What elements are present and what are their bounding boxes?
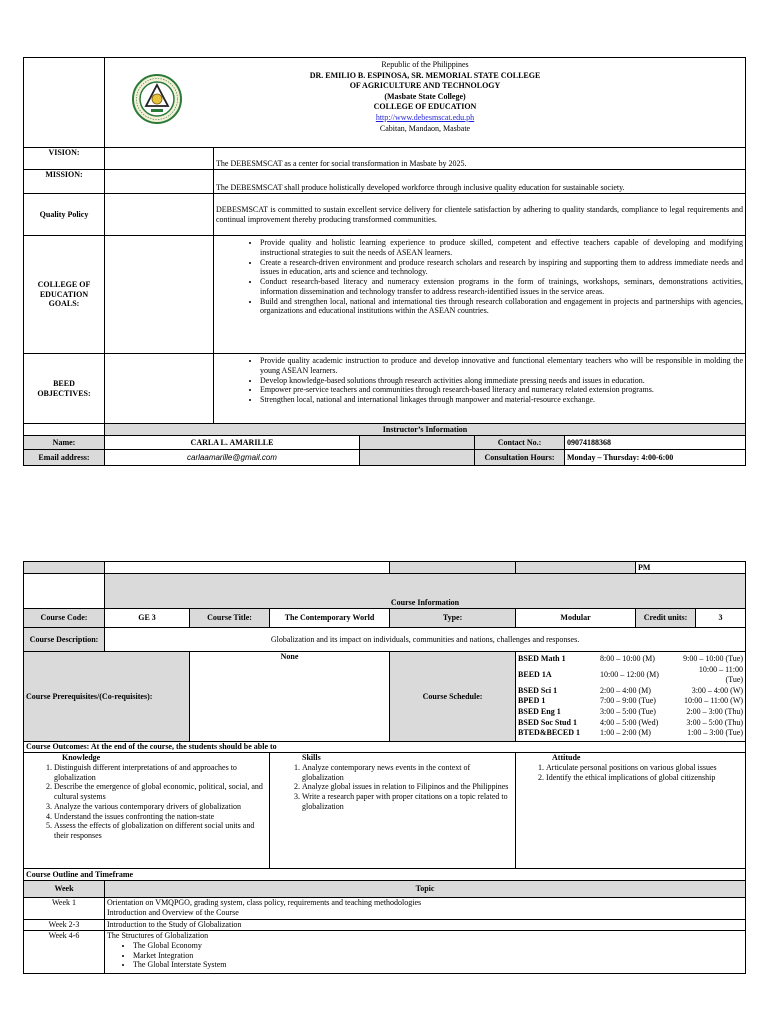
website-link[interactable]: http://www.debesmscat.edu.ph <box>375 112 475 122</box>
schedule-label: Course Schedule: <box>390 652 516 742</box>
schedule-time: 8:00 – 10:00 (M) <box>600 654 655 663</box>
goals-list-cell <box>214 236 746 354</box>
goal-item: • Build and strengthen local, national and international ties through research collaboration and engagement in projects and partnerships with agencies, organizations and educational institutions within the ASEAN countries. <box>260 297 743 317</box>
objectives-spacer <box>105 354 214 424</box>
schedule-row <box>518 686 743 697</box>
objective-item: • Develop knowledge-based solutions through research activities along immediate pressing needs and issues in education. <box>260 376 743 386</box>
schedule-section: BEED 1A <box>518 669 552 679</box>
college-name: DR. EMILIO B. ESPINOSA, SR. MEMORIAL STATE COLLEGE <box>309 70 541 80</box>
schedule-row <box>518 718 743 729</box>
prereq-label: Course Prerequisites/(Co-requisites): <box>24 652 190 742</box>
email-gap <box>360 450 475 466</box>
schedule-section: BTED&BECED 1 <box>518 728 581 738</box>
quality-policy-spacer <box>105 194 214 236</box>
subtopic-item: • Market Integration <box>133 951 743 961</box>
skills-item: 3. Write a research paper with proper citations on a topic related to globalization <box>302 792 513 812</box>
course-description: Globalization and its impact on individuals, communities and nations, challenges and responses. <box>105 628 746 652</box>
objectives-label: BEED OBJECTIVES: <box>24 354 105 424</box>
consultation-hours: Monday – Thursday: 4:00-6:00 <box>565 450 746 466</box>
week-header: Week <box>24 881 105 898</box>
subtopic-item: • The Global Interstate System <box>133 960 743 970</box>
credit-units: 3 <box>696 609 746 628</box>
schedule-row <box>518 696 743 707</box>
contact-number: 09074188368 <box>565 436 746 450</box>
schedule-time: 2:00 – 3:00 (Thu) <box>686 706 744 716</box>
week-cell: Week 4-6 <box>24 931 105 974</box>
attitude-item: 1. Articulate personal positions on various global issues <box>546 763 743 773</box>
top-gray-2 <box>390 562 516 574</box>
objective-item: • Strengthen local, national and international linkages through manpower and material-resource exchange. <box>260 395 743 405</box>
knowledge-item: 5. Assess the effects of globalization on different social units and their responses <box>54 821 267 841</box>
knowledge-item: 3. Analyze the various contemporary drivers of globalization <box>54 802 267 812</box>
schedule-time: 3:00 – 5:00 (Tue) <box>600 706 656 716</box>
email-label: Email address: <box>24 450 105 466</box>
week-cell: Week 2-3 <box>24 920 105 931</box>
schedule-table <box>518 654 743 739</box>
goals-label: COLLEGE OF EDUCATION GOALS: <box>24 236 105 354</box>
schedule-time: 10:00 – 11:00 (W) <box>684 696 744 706</box>
schedule-section: BSED Eng 1 <box>518 706 561 716</box>
contact-label: Contact No.: <box>475 436 565 450</box>
objective-item: • Provide quality academic instruction to produce and develop innovative and functional elementary teachers who will be responsible in molding the young ASEAN learners. <box>260 356 743 376</box>
schedule-time: 2:00 – 4:00 (M) <box>600 685 651 695</box>
schedule-time: 10:00 – 11:00 (Tue) <box>698 664 744 685</box>
quality-policy-text: DEBESMSCAT is committed to sustain excellent service delivery for clientele satisfaction by adhering to quality standards, compliance to legal requirements and continual improvement thereby producing transformed communities. <box>214 194 746 236</box>
header-blank-cell <box>24 58 105 148</box>
credit-label: Credit units: <box>636 609 696 628</box>
skills-label: Skills <box>302 753 321 762</box>
name-gap <box>360 436 475 450</box>
topic-line: The Structures of Globalization <box>107 931 209 940</box>
knowledge-item: 1. Distinguish different interpretations of and approaches to globalization <box>54 763 267 783</box>
quality-policy-label: Quality Policy <box>24 194 105 236</box>
knowledge-label: Knowledge <box>62 753 101 762</box>
top-gray-3 <box>516 562 636 574</box>
course-title: The Contemporary World <box>270 609 390 628</box>
outcomes-title: Course Outcomes: At the end of the course, the students should be able to <box>24 742 746 753</box>
instructor-name: CARLA L. AMARILLE <box>105 436 360 450</box>
top-blank-1 <box>105 562 390 574</box>
college-seal-icon <box>132 74 182 124</box>
instructor-blank <box>24 424 105 436</box>
top-gray-1 <box>24 562 105 574</box>
objective-item: • Empower pre-service teachers and communities through research-based literacy and numeracy related extension programs. <box>260 385 743 395</box>
vision-text: The DEBESMSCAT as a center for social transformation in Masbate by 2025. <box>214 148 746 170</box>
vision-label: VISION: <box>24 148 105 170</box>
goal-item: • Provide quality and holistic learning experience to produce skilled, competent and effective teachers capable of developing and modifying instructional strategies to suit the needs of ASEAN learners. <box>260 238 743 258</box>
attitude-cell <box>516 753 746 869</box>
schedule-time: 9:00 – 10:00 (Tue) <box>683 654 744 663</box>
schedule-time: 1:00 – 3:00 (Tue) <box>687 728 744 738</box>
pm-cell: PM <box>636 562 746 574</box>
skills-item: 1. Analyze contemporary news events in the context of globalization <box>302 763 513 783</box>
email-address[interactable]: carlaamarille@gmail.com <box>105 450 360 466</box>
course-type: Modular <box>516 609 636 628</box>
attitude-label: Attitude <box>552 753 581 762</box>
goal-item: • Conduct research-based literacy and numeracy extension programs in the form of trainings, workshops, seminars, demonstrations activities, information dissemination and technology transfer to address research-identified issues in the service areas. <box>260 277 743 297</box>
attitude-item: 2. Identify the ethical implications of global citizenship <box>546 773 743 783</box>
topic-cell: Introduction to the Study of Globalization <box>105 920 746 931</box>
schedule-section: BSED Sci 1 <box>518 685 558 695</box>
schedule-time: 7:00 – 9:00 (Tue) <box>600 696 656 706</box>
schedule-section: BSED Soc Stud 1 <box>518 717 577 727</box>
subtopic-item: • The Global Economy <box>133 941 743 951</box>
goal-item: • Create a research-driven environment and produce research scholars and research by inspiring and supporting them to address immediate needs and issues in education, arts and science and technology. <box>260 258 743 278</box>
instructor-section-title: Instructor’s Information <box>105 424 746 436</box>
topic-header: Topic <box>105 881 746 898</box>
week-cell: Week 1 <box>24 898 105 920</box>
schedule-section: BPED 1 <box>518 696 546 706</box>
course-table <box>23 561 746 974</box>
skills-cell <box>270 753 516 869</box>
knowledge-item: 4. Understand the issues confronting the nation-state <box>54 812 267 822</box>
topic-cell <box>105 898 746 920</box>
knowledge-item: 2. Describe the emergence of global economic, political, social, and cultural systems <box>54 782 267 802</box>
course-code: GE 3 <box>105 609 190 628</box>
skills-item: 2. Analyze global issues in relation to Filipinos and the Philippines <box>302 782 513 792</box>
college-address: Cabitan, Mandaon, Masbate <box>379 123 471 133</box>
college-alias: (Masbate State College) <box>384 91 466 101</box>
college-header <box>105 58 746 148</box>
topic-cell <box>105 931 746 974</box>
republic-line: Republic of the Philippines <box>381 60 469 69</box>
schedule-time: 3:00 – 5:00 (Thu) <box>686 717 744 727</box>
schedule-cell <box>516 652 746 742</box>
schedule-time: 1:00 – 2:00 (M) <box>600 728 651 738</box>
schedule-row <box>518 728 743 739</box>
schedule-section: BSED Math 1 <box>518 654 566 663</box>
schedule-row <box>518 665 743 686</box>
schedule-time: 3:00 – 4:00 (W) <box>691 685 744 695</box>
schedule-row <box>518 654 743 665</box>
knowledge-cell <box>24 753 270 869</box>
college-name-2: OF AGRICULTURE AND TECHNOLOGY <box>349 81 501 91</box>
mission-text: The DEBESMSCAT shall produce holistically developed workforce through inclusive quality education for sustainable society. <box>214 170 746 194</box>
schedule-time: 10:00 – 12:00 (M) <box>600 669 659 679</box>
course-info-title: Course Information <box>105 574 746 609</box>
schedule-time: 4:00 – 5:00 (Wed) <box>600 717 659 727</box>
course-title-label: Course Title: <box>190 609 270 628</box>
name-label: Name: <box>24 436 105 450</box>
vision-spacer <box>105 148 214 170</box>
hours-label: Consultation Hours: <box>475 450 565 466</box>
vmgo-table <box>23 57 746 466</box>
objectives-list-cell <box>214 354 746 424</box>
topic-line: Introduction and Overview of the Course <box>107 907 239 917</box>
course-code-label: Course Code: <box>24 609 105 628</box>
department-name: COLLEGE OF EDUCATION <box>373 102 477 112</box>
prereq-value: None <box>190 652 390 742</box>
topic-line: Orientation on VMQPGO, grading system, class policy, requirements and teaching methodologies <box>107 898 422 907</box>
mission-label: MISSION: <box>24 170 105 194</box>
outline-title: Course Outline and Timeframe <box>24 869 746 881</box>
type-label: Type: <box>390 609 516 628</box>
goals-spacer <box>105 236 214 354</box>
course-info-blank <box>24 574 105 609</box>
schedule-row <box>518 707 743 718</box>
description-label: Course Description: <box>24 628 105 652</box>
mission-spacer <box>105 170 214 194</box>
